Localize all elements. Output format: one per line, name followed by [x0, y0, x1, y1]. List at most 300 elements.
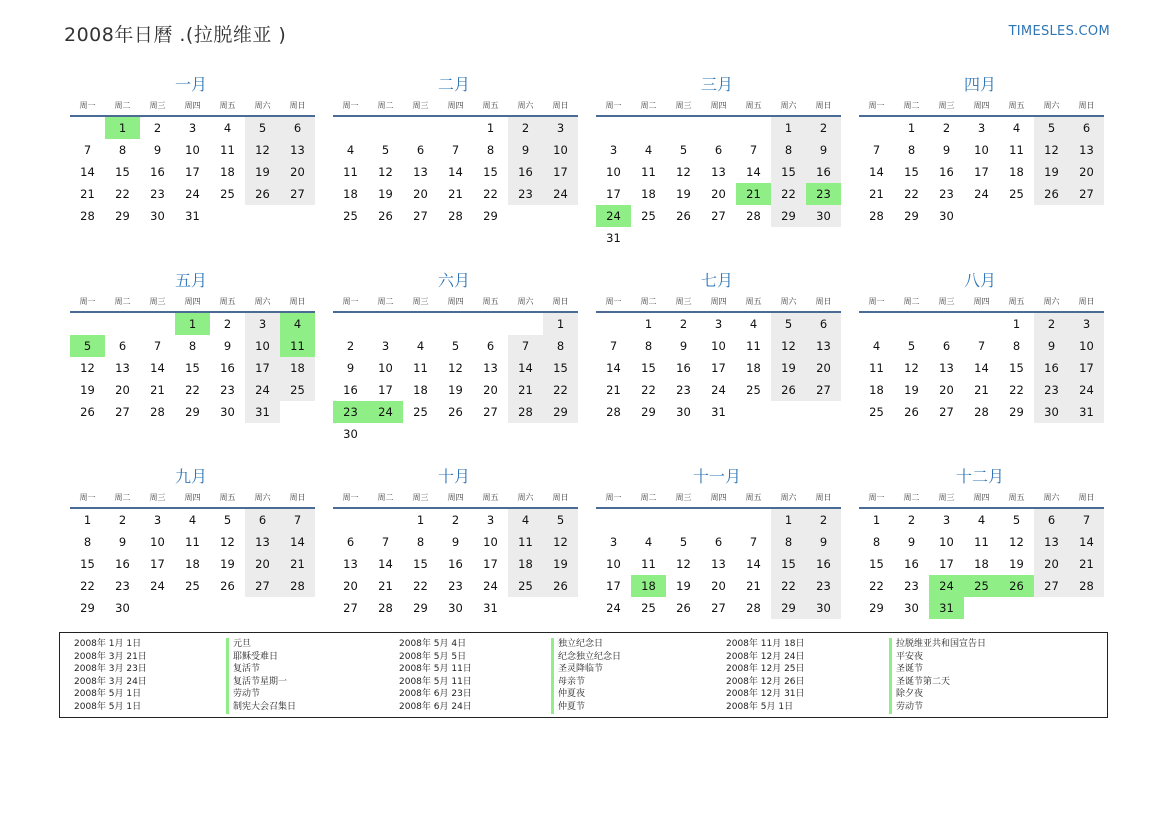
day-cell: 15 [115, 165, 130, 179]
days-grid [70, 117, 315, 227]
day-cell: 7 [451, 143, 460, 157]
day-cell: 9 [451, 535, 460, 549]
day-cell: 16 [220, 361, 235, 375]
holiday-name: 元旦 [226, 638, 296, 651]
day-cell: 3 [381, 339, 390, 353]
day-cell-holiday: 11 [280, 335, 315, 357]
day-cell: 5 [907, 339, 916, 353]
month-name: 十二月 [955, 467, 1004, 486]
day-cell: 30 [676, 405, 691, 419]
day-cell: 1 [83, 513, 92, 527]
day-cell: 17 [150, 557, 165, 571]
weekday-label: 周五 [219, 101, 236, 110]
weekday-label: 周二 [377, 493, 394, 502]
day-cell: 19 [1034, 161, 1069, 183]
day-cell: 30 [343, 427, 358, 441]
day-cell: 26 [676, 209, 691, 223]
days-grid [596, 313, 841, 423]
day-cell: 30 [806, 205, 841, 227]
day-cell: 31 [1069, 401, 1104, 423]
day-cell: 23 [448, 579, 463, 593]
day-cell: 20 [711, 579, 726, 593]
day-cell-holiday: 24 [929, 575, 964, 597]
day-cell: 20 [343, 579, 358, 593]
weekday-header [596, 489, 841, 509]
holiday-date: 2008年 12月 24日 [726, 651, 805, 662]
day-cell: 18 [1009, 165, 1024, 179]
day-cell: 24 [543, 183, 578, 205]
day-cell: 4 [644, 143, 653, 157]
day-cell: 17 [974, 165, 989, 179]
empty-cell [929, 313, 964, 335]
day-cell: 24 [185, 187, 200, 201]
day-cell: 2 [806, 117, 841, 139]
weekday-label: 周二 [114, 101, 131, 110]
month-name: 六月 [437, 271, 470, 290]
weekday-header [596, 97, 841, 117]
day-cell: 22 [115, 187, 130, 201]
holiday-name: 平安夜 [889, 651, 986, 664]
day-cell: 10 [606, 165, 621, 179]
weekday-label: 周五 [1008, 297, 1025, 306]
day-cell: 25 [641, 601, 656, 615]
day-cell: 1 [872, 513, 881, 527]
day-cell: 10 [1069, 335, 1104, 357]
weekday-label: 周六 [1043, 101, 1060, 110]
holiday-date: 2008年 5月 4日 [399, 639, 467, 649]
day-cell: 28 [378, 601, 393, 615]
weekday-label: 周五 [482, 493, 499, 502]
day-cell: 2 [508, 117, 543, 139]
day-cell: 28 [606, 405, 621, 419]
day-cell: 30 [939, 209, 954, 223]
day-cell: 11 [413, 361, 428, 375]
day-cell: 4 [749, 317, 758, 331]
day-cell: 24 [483, 579, 498, 593]
weekday-label: 周一 [605, 101, 622, 110]
day-cell: 12 [378, 165, 393, 179]
day-cell: 14 [746, 165, 761, 179]
day-cell: 15 [771, 161, 806, 183]
day-cell: 17 [185, 165, 200, 179]
weekday-label: 周五 [745, 297, 762, 306]
days-grid [333, 509, 578, 619]
empty-cell [631, 509, 666, 531]
day-cell: 10 [939, 535, 954, 549]
day-cell: 6 [486, 339, 495, 353]
day-cell: 27 [806, 379, 841, 401]
holiday-name: 独立纪念日 [551, 638, 621, 651]
weekday-label: 周三 [938, 297, 955, 306]
day-cell: 18 [280, 357, 315, 379]
weekday-label: 周一 [79, 101, 96, 110]
day-cell: 28 [508, 401, 543, 423]
day-cell: 17 [543, 161, 578, 183]
day-cell: 30 [904, 601, 919, 615]
day-cell: 25 [185, 579, 200, 593]
day-cell: 14 [448, 165, 463, 179]
day-cell: 19 [904, 383, 919, 397]
holiday-date: 2008年 1月 1日 [74, 639, 142, 649]
day-cell: 9 [153, 143, 162, 157]
day-cell: 6 [280, 117, 315, 139]
weekday-label: 周二 [114, 297, 131, 306]
days-grid [333, 117, 578, 227]
day-cell: 2 [118, 513, 127, 527]
weekday-label: 周日 [552, 297, 569, 306]
day-cell: 27 [711, 209, 726, 223]
holiday-legend [59, 632, 1108, 718]
empty-cell [140, 313, 175, 335]
holiday-name: 拉脱维亚共和国宣告日 [889, 638, 986, 651]
weekday-label: 周二 [377, 297, 394, 306]
day-cell: 4 [1012, 121, 1021, 135]
day-cell: 19 [543, 553, 578, 575]
day-cell: 15 [483, 165, 498, 179]
day-cell: 1 [486, 121, 495, 135]
month-name: 五月 [174, 271, 207, 290]
day-cell: 11 [343, 165, 358, 179]
days-grid [596, 117, 841, 249]
day-cell: 25 [641, 209, 656, 223]
day-cell: 26 [80, 405, 95, 419]
day-cell: 2 [451, 513, 460, 527]
page-title: 2008年日曆 .(拉脱维亚 ) [64, 24, 287, 46]
day-cell: 31 [245, 401, 280, 423]
day-cell-holiday: 4 [280, 313, 315, 335]
day-cell: 22 [771, 183, 806, 205]
day-cell: 28 [448, 209, 463, 223]
day-cell: 2 [907, 513, 916, 527]
day-cell: 8 [872, 535, 881, 549]
day-cell: 8 [486, 143, 495, 157]
month-name: 九月 [174, 467, 207, 486]
holiday-date: 2008年 5月 11日 [399, 676, 472, 687]
month-name: 二月 [437, 75, 470, 94]
weekday-label: 周二 [903, 493, 920, 502]
day-cell: 26 [904, 405, 919, 419]
day-cell: 25 [220, 187, 235, 201]
holiday-name: 圣灵降临节 [551, 663, 621, 676]
day-cell: 14 [1069, 531, 1104, 553]
weekday-label: 周一 [868, 101, 885, 110]
month-block [857, 269, 1103, 465]
day-cell: 12 [676, 165, 691, 179]
day-cell: 28 [80, 209, 95, 223]
day-cell: 19 [220, 557, 235, 571]
empty-cell [70, 313, 105, 335]
holiday-date: 2008年 5月 1日 [726, 701, 794, 712]
day-cell: 18 [869, 383, 884, 397]
day-cell: 24 [150, 579, 165, 593]
day-cell: 17 [606, 187, 621, 201]
day-cell: 25 [280, 379, 315, 401]
day-cell: 19 [378, 187, 393, 201]
day-cell: 7 [153, 339, 162, 353]
holiday-name-column [226, 638, 296, 714]
day-cell: 24 [245, 379, 280, 401]
day-cell: 19 [1009, 557, 1024, 571]
day-cell: 16 [676, 361, 691, 375]
day-cell: 19 [245, 161, 280, 183]
weekday-label: 周二 [114, 493, 131, 502]
weekday-label: 周一 [868, 493, 885, 502]
day-cell: 21 [1069, 553, 1104, 575]
day-cell: 4 [872, 339, 881, 353]
day-cell: 14 [378, 557, 393, 571]
weekday-label: 周五 [219, 297, 236, 306]
day-cell: 15 [771, 553, 806, 575]
day-cell: 15 [904, 165, 919, 179]
day-cell: 30 [220, 405, 235, 419]
day-cell: 31 [483, 601, 498, 615]
weekday-label: 周四 [184, 297, 201, 306]
day-cell: 13 [806, 335, 841, 357]
day-cell: 20 [1034, 553, 1069, 575]
day-cell: 2 [942, 121, 951, 135]
day-cell-holiday: 24 [368, 401, 403, 423]
day-cell: 24 [974, 187, 989, 201]
empty-cell [508, 313, 543, 335]
weekday-label: 周三 [149, 101, 166, 110]
day-cell-holiday: 1 [105, 117, 140, 139]
day-cell: 12 [904, 361, 919, 375]
day-cell-holiday: 31 [929, 597, 964, 619]
day-cell: 9 [346, 361, 355, 375]
day-cell: 14 [869, 165, 884, 179]
day-cell: 3 [942, 513, 951, 527]
day-cell: 21 [378, 579, 393, 593]
weekday-label: 周日 [815, 493, 832, 502]
day-cell: 29 [641, 405, 656, 419]
holiday-name: 母亲节 [551, 676, 621, 689]
holiday-date: 2008年 5月 1日 [74, 689, 142, 700]
day-cell: 18 [974, 557, 989, 571]
day-cell: 15 [1009, 361, 1024, 375]
day-cell: 23 [508, 183, 543, 205]
weekday-header [333, 489, 578, 509]
day-cell: 4 [346, 143, 355, 157]
day-cell: 5 [245, 117, 280, 139]
day-cell: 22 [483, 187, 498, 201]
day-cell: 8 [188, 339, 197, 353]
weekday-label: 周六 [1043, 493, 1060, 502]
empty-cell [368, 509, 403, 531]
weekday-label: 周三 [938, 101, 955, 110]
holiday-date: 2008年 6月 24日 [399, 701, 472, 712]
days-grid [70, 509, 315, 619]
day-cell: 22 [413, 579, 428, 593]
day-cell: 28 [869, 209, 884, 223]
weekday-label: 周三 [149, 297, 166, 306]
holiday-name: 仲夏夜 [551, 688, 621, 701]
weekday-label: 周六 [254, 297, 271, 306]
day-cell: 15 [869, 557, 884, 571]
day-cell: 4 [644, 535, 653, 549]
weekday-label: 周六 [517, 101, 534, 110]
day-cell-holiday: 18 [631, 575, 666, 597]
holiday-date: 2008年 3月 21日 [74, 651, 147, 662]
empty-cell [333, 117, 368, 139]
holiday-date: 2008年 5月 11日 [399, 664, 472, 675]
day-cell: 13 [115, 361, 130, 375]
day-cell: 15 [80, 557, 95, 571]
day-cell-holiday: 23 [333, 401, 368, 423]
day-cell: 3 [609, 143, 618, 157]
day-cell: 7 [83, 143, 92, 157]
weekday-label: 周二 [640, 297, 657, 306]
day-cell: 26 [448, 405, 463, 419]
month-block [331, 73, 577, 269]
month-name: 三月 [700, 75, 733, 94]
day-cell: 14 [746, 557, 761, 571]
weekday-label: 周五 [745, 493, 762, 502]
day-cell: 1 [771, 117, 806, 139]
day-cell: 29 [483, 209, 498, 223]
day-cell: 27 [1069, 183, 1104, 205]
day-cell-holiday: 26 [999, 575, 1034, 597]
day-cell: 5 [1034, 117, 1069, 139]
day-cell: 30 [806, 597, 841, 619]
day-cell: 18 [185, 557, 200, 571]
holiday-name: 圣诞节第二天 [889, 676, 986, 689]
day-cell: 16 [150, 165, 165, 179]
day-cell: 29 [413, 601, 428, 615]
weekday-label: 周六 [780, 297, 797, 306]
month-name: 十月 [437, 467, 470, 486]
day-cell: 12 [448, 361, 463, 375]
weekday-label: 周六 [517, 493, 534, 502]
weekday-label: 周四 [710, 297, 727, 306]
weekday-label: 周一 [79, 493, 96, 502]
calendar-grid [68, 73, 1103, 661]
day-cell: 29 [80, 601, 95, 615]
day-cell: 3 [486, 513, 495, 527]
day-cell: 8 [83, 535, 92, 549]
empty-cell [368, 117, 403, 139]
day-cell: 25 [746, 383, 761, 397]
day-cell: 26 [220, 579, 235, 593]
day-cell: 23 [806, 575, 841, 597]
holiday-date: 2008年 3月 24日 [74, 676, 147, 687]
month-name: 一月 [174, 75, 207, 94]
day-cell: 30 [448, 601, 463, 615]
empty-cell [859, 313, 894, 335]
day-cell: 6 [1069, 117, 1104, 139]
day-cell: 9 [806, 531, 841, 553]
day-cell: 13 [711, 557, 726, 571]
day-cell: 17 [1069, 357, 1104, 379]
day-cell: 11 [974, 535, 989, 549]
day-cell: 17 [711, 361, 726, 375]
weekday-label: 周三 [675, 297, 692, 306]
month-block [68, 73, 314, 269]
month-block [331, 269, 577, 465]
day-cell: 6 [714, 143, 723, 157]
days-grid [70, 313, 315, 423]
empty-cell [701, 509, 736, 531]
day-cell: 22 [869, 579, 884, 593]
weekday-label: 周日 [289, 101, 306, 110]
day-cell: 2 [223, 317, 232, 331]
day-cell: 13 [280, 139, 315, 161]
day-cell: 28 [280, 575, 315, 597]
day-cell: 26 [1034, 183, 1069, 205]
weekday-label: 周二 [903, 297, 920, 306]
weekday-label: 周四 [973, 493, 990, 502]
day-cell: 29 [904, 209, 919, 223]
day-cell: 28 [746, 601, 761, 615]
day-cell: 14 [80, 165, 95, 179]
day-cell: 22 [185, 383, 200, 397]
day-cell: 12 [220, 535, 235, 549]
day-cell: 7 [977, 339, 986, 353]
day-cell: 16 [1034, 357, 1069, 379]
day-cell: 17 [378, 383, 393, 397]
day-cell: 7 [1069, 509, 1104, 531]
day-cell: 13 [483, 361, 498, 375]
brand-link[interactable]: TIMESLES.COM [1008, 24, 1110, 39]
day-cell: 6 [118, 339, 127, 353]
day-cell: 27 [413, 209, 428, 223]
day-cell: 6 [245, 509, 280, 531]
holiday-date-column [726, 638, 805, 714]
day-cell: 25 [869, 405, 884, 419]
weekday-label: 周六 [780, 493, 797, 502]
day-cell: 26 [543, 575, 578, 597]
weekday-label: 周四 [447, 493, 464, 502]
month-block [68, 269, 314, 465]
day-cell: 19 [771, 357, 806, 379]
day-cell: 13 [711, 165, 726, 179]
weekday-label: 周四 [447, 101, 464, 110]
day-cell: 3 [977, 121, 986, 135]
day-cell: 25 [508, 575, 543, 597]
day-cell: 12 [1009, 535, 1024, 549]
day-cell: 14 [150, 361, 165, 375]
holiday-date-column [74, 638, 147, 714]
weekday-label: 周五 [482, 297, 499, 306]
day-cell: 31 [711, 405, 726, 419]
day-cell: 24 [606, 601, 621, 615]
empty-cell [403, 313, 438, 335]
day-cell: 23 [115, 579, 130, 593]
day-cell: 10 [974, 143, 989, 157]
empty-cell [473, 313, 508, 335]
day-cell: 22 [904, 187, 919, 201]
weekday-label: 周四 [447, 297, 464, 306]
day-cell: 29 [1009, 405, 1024, 419]
empty-cell [438, 313, 473, 335]
weekday-label: 周五 [482, 101, 499, 110]
weekday-header [333, 293, 578, 313]
day-cell: 9 [118, 535, 127, 549]
day-cell: 23 [150, 187, 165, 201]
day-cell: 5 [1012, 513, 1021, 527]
day-cell: 9 [679, 339, 688, 353]
day-cell: 10 [185, 143, 200, 157]
day-cell: 4 [416, 339, 425, 353]
month-name: 七月 [700, 271, 733, 290]
weekday-label: 周四 [184, 493, 201, 502]
day-cell: 16 [904, 557, 919, 571]
empty-cell [105, 313, 140, 335]
day-cell: 27 [115, 405, 130, 419]
weekday-header [70, 293, 315, 313]
day-cell: 9 [942, 143, 951, 157]
month-block [594, 269, 840, 465]
weekday-label: 周一 [342, 101, 359, 110]
